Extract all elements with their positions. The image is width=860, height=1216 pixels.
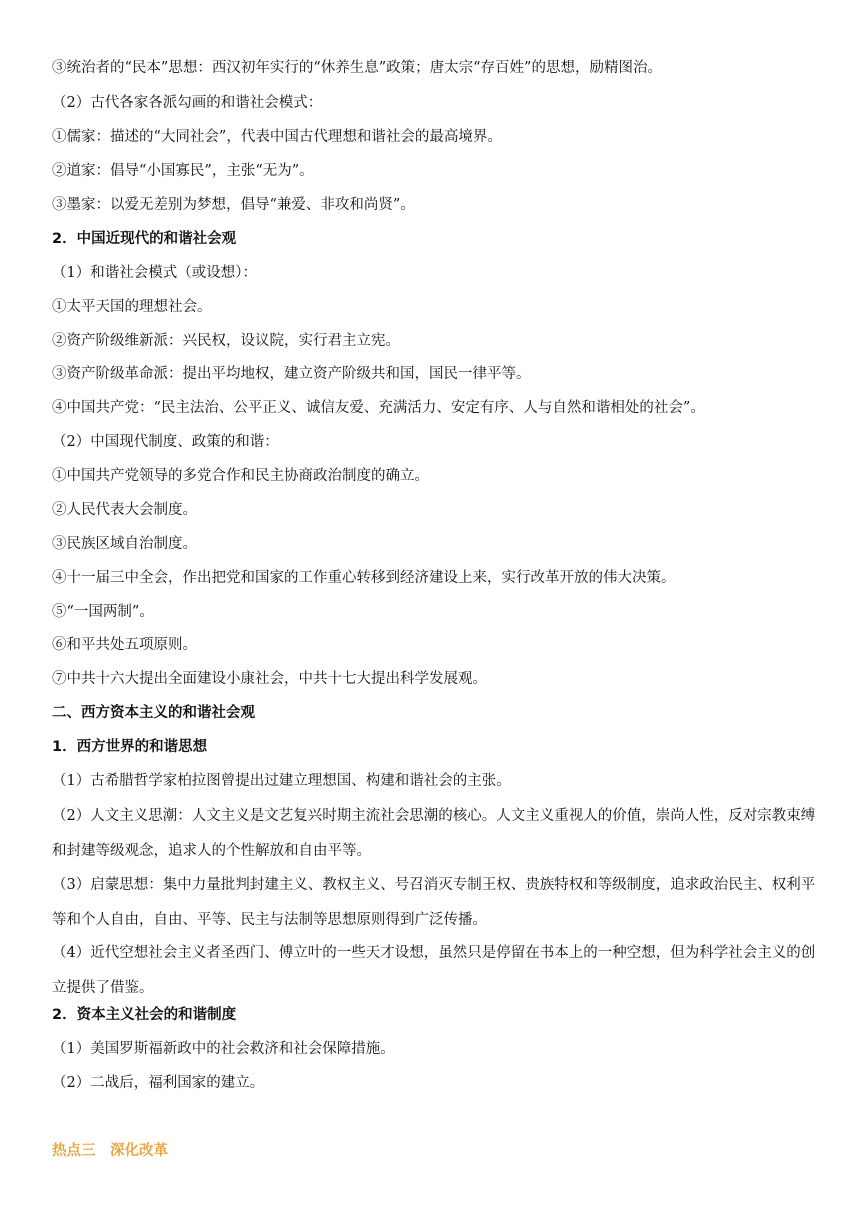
sub-heading: （1）和谐社会模式（或设想）： [52, 265, 257, 281]
text-line: ③墨家：以爱无差别为梦想，倡导“兼爱、非攻和尚贤”。 [52, 197, 415, 213]
text-line: ②道家：倡导“小国寡民”，主张“无为”。 [52, 163, 314, 179]
hot-topic-heading: 热点三 深化改革 [52, 1143, 168, 1159]
text-line: ④中国共产党：“民主法治、公平正义、诚信友爱、充满活力、安定有序、人与自然和谐相处的社会”。 [52, 400, 705, 416]
text-line: ④十一届三中全会，作出把党和国家的工作重心转移到经济建设上来，实行改革开放的伟大决策。 [52, 570, 676, 586]
text-line: ⑥和平共处五项原则。 [52, 637, 197, 653]
text-line: ①太平天国的理想社会。 [52, 299, 212, 315]
text-line: ③民族区域自治制度。 [52, 536, 197, 552]
text-line: （2）二战后，福利国家的建立。 [52, 1075, 265, 1091]
section-heading: 1．西方世界的和谐思想 [52, 739, 208, 755]
text-line: ①中国共产党领导的多党合作和民主协商政治制度的确立。 [52, 468, 429, 484]
text-line: ②资产阶级维新派：兴民权，设议院，实行君主立宪。 [52, 333, 400, 349]
sub-heading: （2）中国现代制度、政策的和谐： [52, 434, 279, 450]
text-line: （1）古希腊哲学家柏拉图曾提出过建立理想国、构建和谐社会的主张。 [52, 773, 511, 789]
text-line: ⑦中共十六大提出全面建设小康社会，中共十七大提出科学发展观。 [52, 671, 487, 687]
text-line: ⑤“一国两制”。 [52, 604, 154, 620]
text-line: ②人民代表大会制度。 [52, 502, 197, 518]
paragraph: （4）近代空想社会主义者圣西门、傅立叶的一些天才设想，虽然只是停留在书本上的一种空想，但为科学社会主义的创立提供了借鉴。 [52, 945, 816, 996]
paragraph: （2）人文主义思潮：人文主义是文艺复兴时期主流社会思潮的核心。人文主义重视人的价值，崇尚人性，反对宗教束缚和封建等级观念，追求人的个性解放和自由平等。 [52, 808, 816, 859]
text-line: ③统治者的“民本”思想：西汉初年实行的“休养生息”政策；唐太宗“存百姓”的思想，励精图治。 [52, 60, 662, 76]
text-line: ①儒家：描述的“大同社会”，代表中国古代理想和谐社会的最高境界。 [52, 129, 502, 145]
section-heading: 2．中国近现代的和谐社会观 [52, 231, 237, 247]
text-line: ③资产阶级革命派：提出平均地权，建立资产阶级共和国，国民一律平等。 [52, 366, 531, 382]
sub-heading: （2）古代各家各派勾画的和谐社会模式： [52, 95, 323, 111]
text-line: （1）美国罗斯福新政中的社会救济和社会保障措施。 [52, 1041, 395, 1057]
paragraph: （3）启蒙思想：集中力量批判封建主义、教权主义、号召消灭专制王权、贵族特权和等级制度，追求政治民主、权利平等和个人自由，自由、平等、民主与法制等思想原则得到广泛传播。 [52, 877, 816, 928]
section-heading: 2．资本主义社会的和谐制度 [52, 1007, 237, 1023]
chapter-heading: 二、西方资本主义的和谐社会观 [52, 705, 255, 721]
